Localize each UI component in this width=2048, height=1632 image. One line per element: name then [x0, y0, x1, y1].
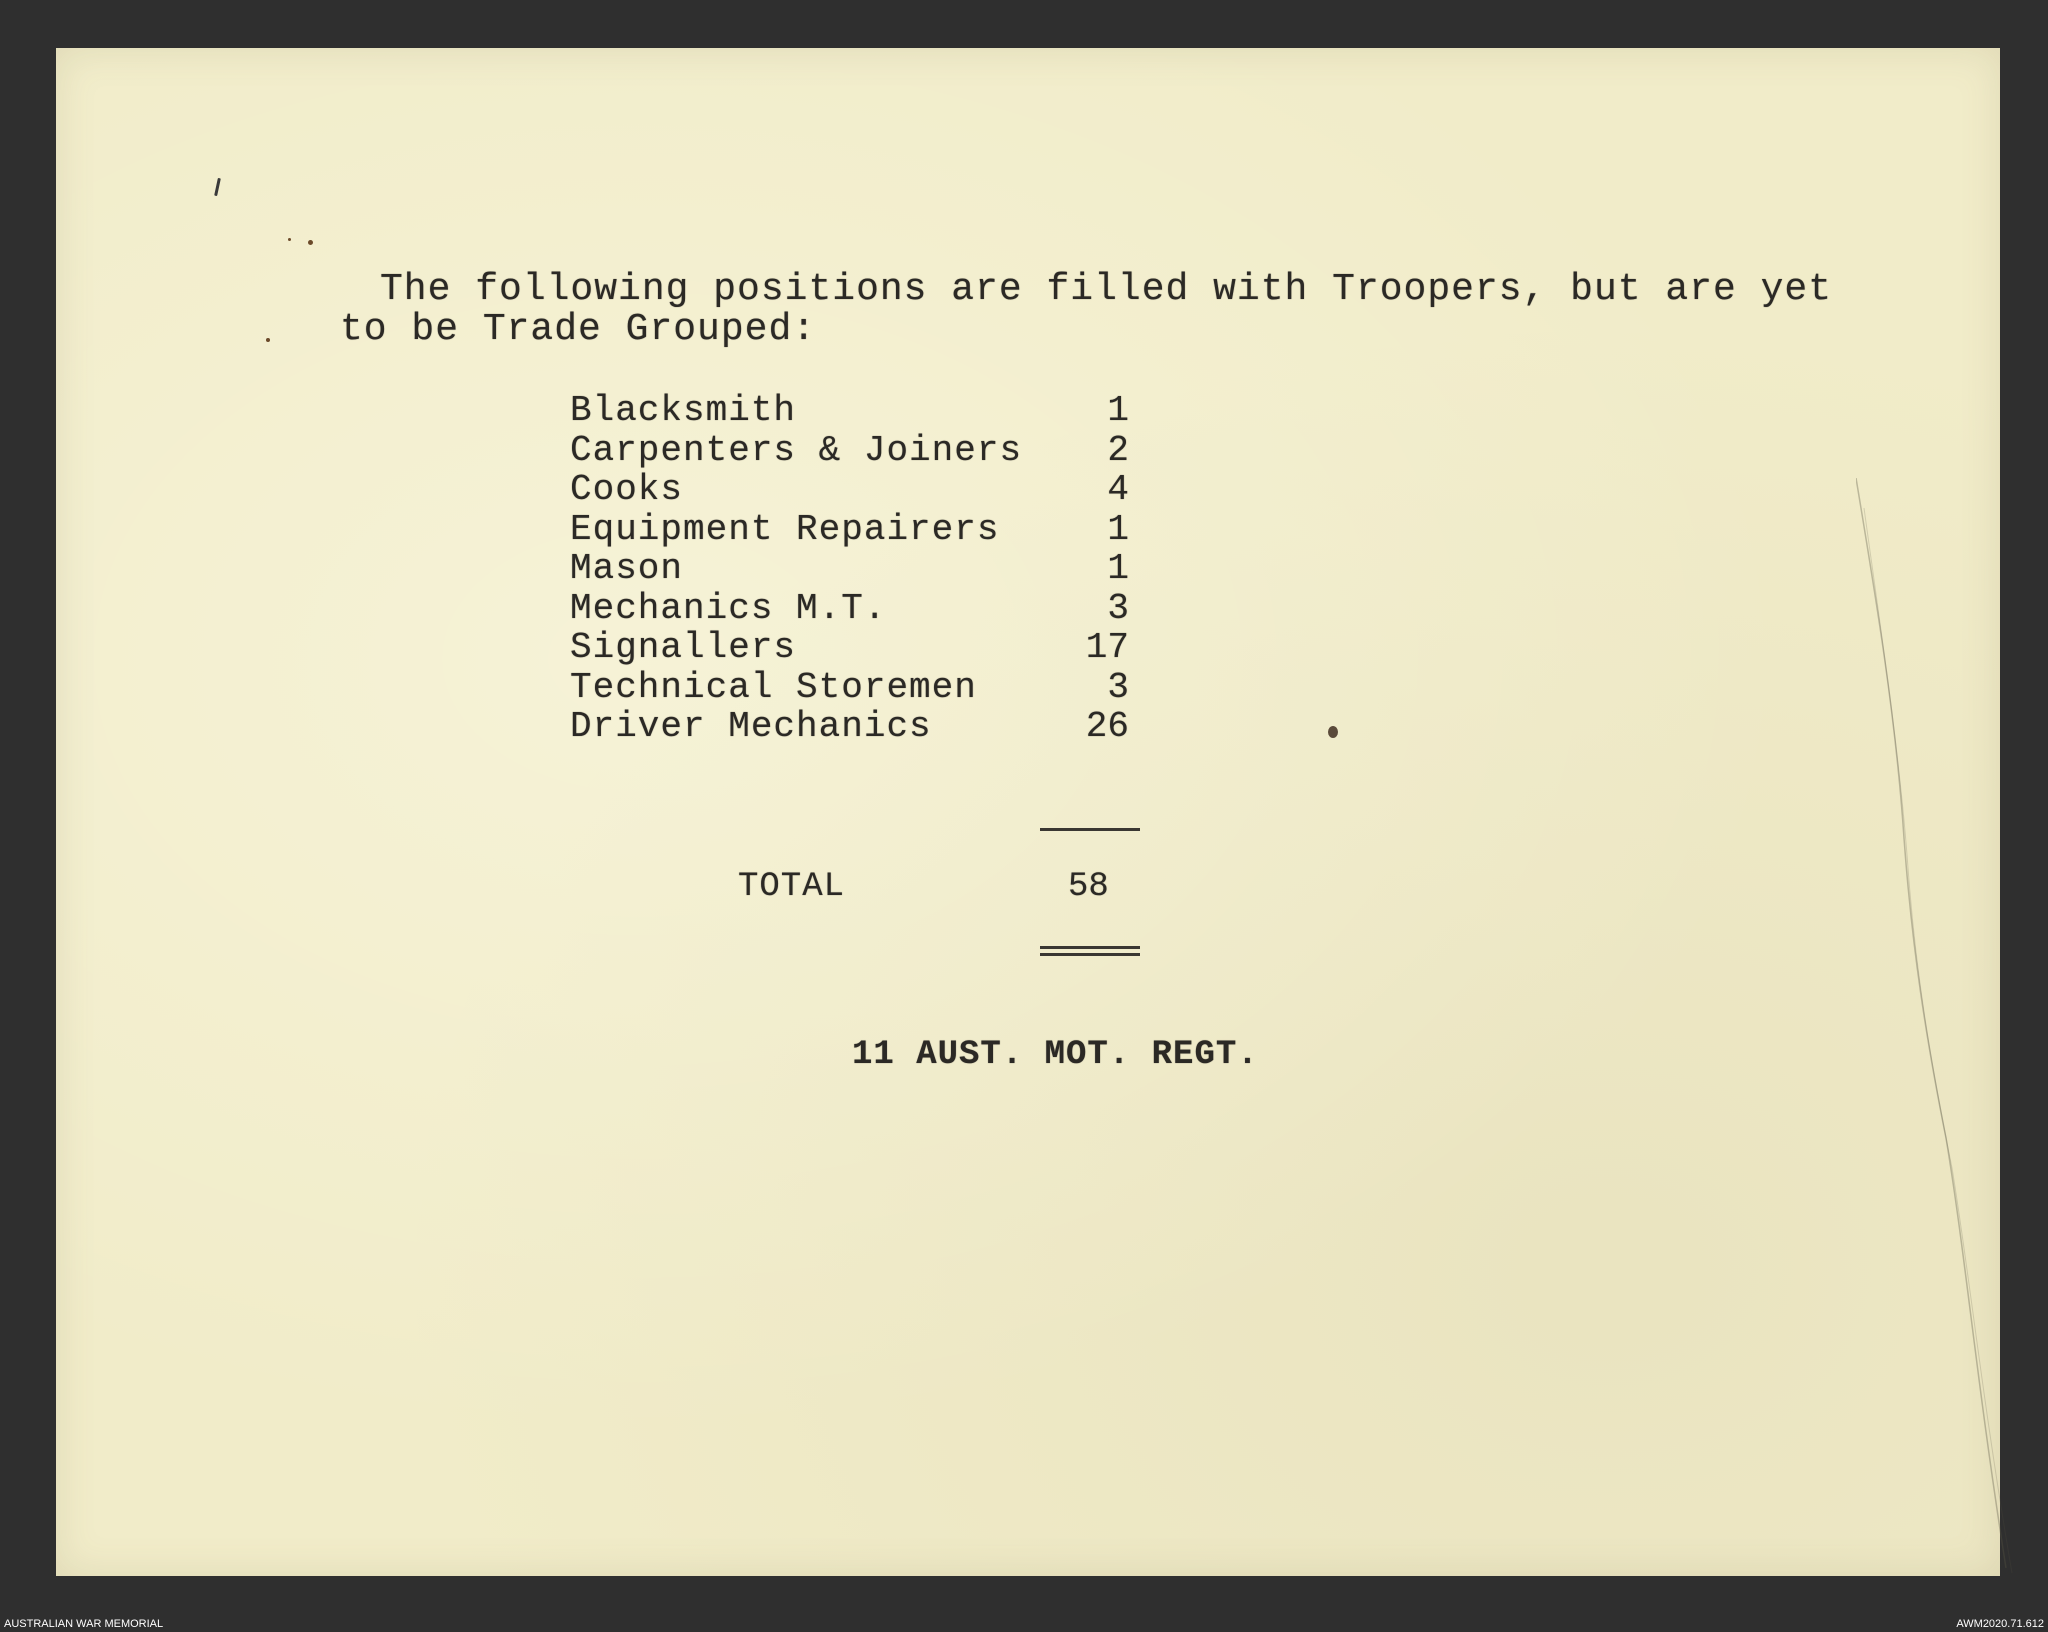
trade-row-signallers	[570, 627, 1130, 667]
trade-count: 1	[1107, 390, 1129, 431]
footer-accession-number: AWM2020.71.612	[1956, 1618, 2044, 1630]
trade-row-driver-mechanics	[570, 706, 1130, 746]
trade-count: 4	[1107, 469, 1129, 510]
rust-mark	[266, 338, 270, 342]
rust-mark	[1328, 726, 1338, 738]
unit-signature: 11 AUST. MOT. REGT.	[852, 1036, 1259, 1074]
total-rule-double	[1040, 946, 1140, 956]
total-value: 58	[1068, 868, 1109, 906]
trade-count: 2	[1107, 429, 1129, 471]
total-rule-single	[1040, 828, 1140, 831]
trade-name: Mason	[570, 548, 684, 589]
trade-name: Driver Mechanics	[570, 706, 932, 747]
intro-line-2: to be Trade Grouped:	[340, 308, 817, 351]
trade-name: Cooks	[570, 469, 684, 510]
trade-count: 26	[1085, 706, 1129, 747]
trade-name: Mechanics M.T.	[570, 587, 887, 629]
trade-name: Blacksmith	[570, 390, 797, 431]
trade-row-cooks	[570, 469, 1130, 509]
trade-count: 17	[1085, 627, 1129, 668]
total-label: TOTAL	[738, 868, 846, 906]
trade-name: Equipment Repairers	[570, 508, 1000, 550]
paper-crease	[1856, 478, 2016, 1578]
trade-row-blacksmith	[570, 390, 1130, 430]
trade-row-technical-storemen	[570, 667, 1130, 707]
trade-list	[570, 390, 1130, 746]
trade-count: 1	[1107, 508, 1129, 550]
trade-row-mason	[570, 548, 1130, 588]
rust-mark	[288, 238, 291, 241]
trade-name: Technical Storemen	[570, 666, 977, 708]
trade-row-carpenters	[570, 430, 1130, 470]
intro-line-1: The following positions are filled with Troopers, but are yet	[380, 268, 1833, 311]
trade-name: Carpenters & Joiners	[570, 429, 1023, 471]
footer-credit: AUSTRALIAN WAR MEMORIAL	[4, 1618, 164, 1630]
ink-mark	[214, 178, 221, 196]
trade-row-mechanics	[570, 588, 1130, 628]
trade-count: 3	[1107, 666, 1129, 708]
trade-count: 1	[1107, 548, 1129, 589]
trade-name: Signallers	[570, 627, 797, 668]
rust-mark	[308, 240, 313, 245]
trade-row-equipment-repairers	[570, 509, 1130, 549]
trade-count: 3	[1107, 587, 1129, 629]
